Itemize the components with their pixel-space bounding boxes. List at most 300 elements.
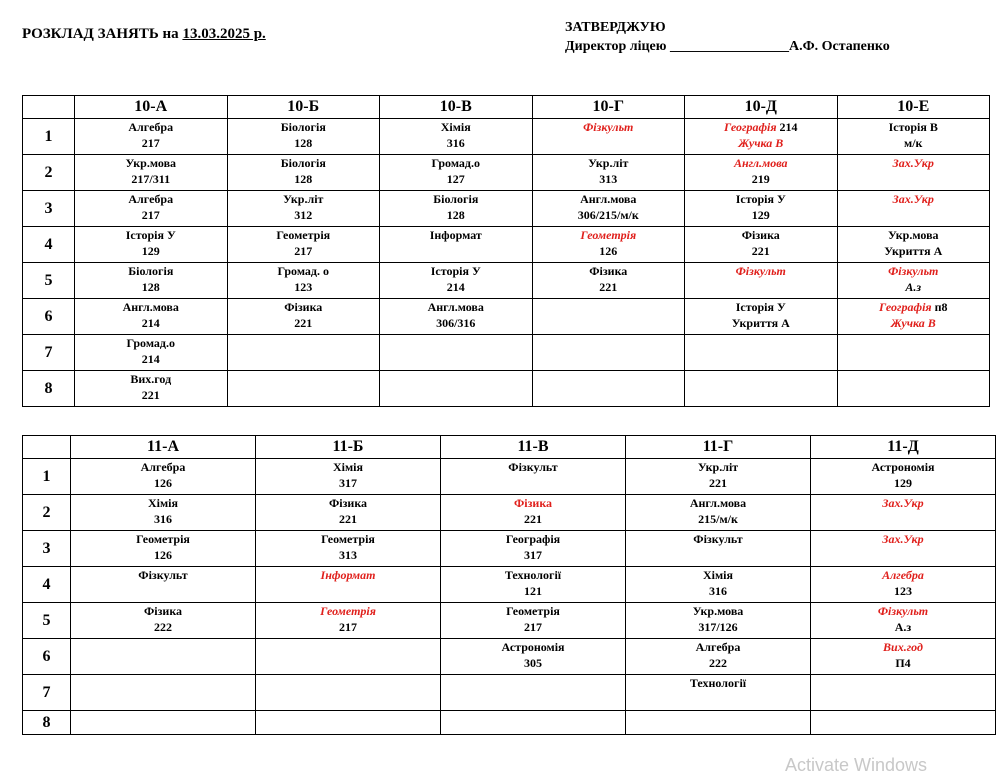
subject-line (75, 155, 227, 171)
lesson-number: 2 (23, 155, 75, 191)
cell-text: 221 (141, 388, 160, 402)
lesson-cell (227, 155, 380, 191)
cell-text: Біологія (280, 120, 326, 134)
cell-text: Алгебра (128, 192, 174, 206)
cell-text: Історія У (735, 192, 786, 206)
cell-text: Вих.год (883, 640, 923, 654)
table-row (23, 191, 990, 227)
cell-text: Англ.мова (689, 496, 747, 510)
room-line (228, 171, 380, 187)
lesson-cell (227, 227, 380, 263)
lesson-cell (685, 155, 838, 191)
lesson-cell (441, 675, 626, 711)
cell-text: Географія (723, 120, 777, 134)
lesson-cell (71, 531, 256, 567)
lesson-cell (811, 459, 996, 495)
lesson-number: 8 (23, 711, 71, 735)
lesson-cell (71, 567, 256, 603)
lesson-cell (71, 459, 256, 495)
cell-text: 217 (524, 620, 542, 634)
room-line (75, 135, 227, 151)
lesson-cell (626, 639, 811, 675)
class-header: 11-Б (256, 436, 441, 459)
lesson-cell (837, 155, 990, 191)
lesson-cell (75, 335, 228, 371)
cell-text: Геометрія (580, 228, 637, 242)
lesson-cell (532, 227, 685, 263)
lesson-cell (256, 459, 441, 495)
subject-line (441, 495, 625, 511)
cell-text: 121 (524, 584, 542, 598)
room-line (626, 655, 810, 671)
room-line (685, 243, 837, 259)
cell-text: 126 (154, 476, 172, 490)
cell-text: Історія У (430, 264, 481, 278)
table-header-row (23, 96, 990, 119)
room-line (256, 619, 440, 635)
subject-line (380, 263, 532, 279)
lesson-cell (811, 495, 996, 531)
cell-text: Зах.Укр (892, 192, 934, 206)
table-row (23, 263, 990, 299)
room-line (228, 279, 380, 295)
cell-text: 221 (599, 280, 618, 294)
cell-text: Фізика (328, 496, 368, 510)
cell-text: 316 (154, 512, 172, 526)
lesson-cell (380, 371, 533, 407)
subject-line (228, 191, 380, 207)
class-header: 10-В (380, 96, 533, 119)
subject-line (71, 603, 255, 619)
lesson-cell (532, 155, 685, 191)
room-line (811, 475, 995, 491)
room-line (838, 243, 990, 259)
lesson-cell (532, 335, 685, 371)
cell-text: Фізкульт (877, 604, 929, 618)
cell-text: А.з (894, 620, 912, 634)
cell-text: Історія В (888, 120, 938, 134)
room-line (75, 279, 227, 295)
cell-text: Геометрія (136, 532, 190, 546)
cell-text: 123 (294, 280, 313, 294)
subject-line (811, 495, 995, 511)
lesson-cell (256, 711, 441, 735)
cell-text: 313 (599, 172, 618, 186)
cell-text: Алгебра (882, 568, 924, 582)
cell-text: 128 (294, 172, 313, 186)
table-row (23, 371, 990, 407)
cell-text: Фізкульт (138, 568, 188, 582)
table-row (23, 119, 990, 155)
lesson-cell (75, 191, 228, 227)
subject-line (441, 639, 625, 655)
room-line (228, 315, 380, 331)
room-line (380, 135, 532, 151)
lesson-cell (685, 263, 838, 299)
subject-line (838, 155, 990, 171)
lesson-number: 7 (23, 675, 71, 711)
subject-line (441, 459, 625, 475)
room-line (685, 207, 837, 223)
cell-text: Укр.літ (697, 460, 739, 474)
cell-text: 217 (141, 208, 160, 222)
lesson-cell (837, 263, 990, 299)
class-header: 10-Г (532, 96, 685, 119)
cell-text: 317/126 (698, 620, 738, 634)
room-line (256, 547, 440, 563)
lesson-number: 7 (23, 335, 75, 371)
subject-line (75, 227, 227, 243)
subject-line (71, 531, 255, 547)
cell-text: 128 (294, 136, 313, 150)
lesson-cell (441, 603, 626, 639)
lesson-cell (75, 371, 228, 407)
room-line (811, 583, 995, 599)
subject-line (71, 567, 255, 583)
cell-text: Історія У (735, 300, 786, 314)
class-header: 11-В (441, 436, 626, 459)
cell-text: 221 (524, 512, 542, 526)
cell-text: 217 (141, 136, 160, 150)
cell-text: Інформат (429, 228, 482, 242)
cell-text: 123 (894, 584, 912, 598)
subject-line (380, 299, 532, 315)
lesson-cell (75, 263, 228, 299)
lesson-cell (811, 675, 996, 711)
subject-line (228, 227, 380, 243)
cell-text: 221 (709, 476, 727, 490)
lesson-cell (75, 227, 228, 263)
cell-text: 126 (154, 548, 172, 562)
cell-text: Англ.мова (733, 156, 788, 170)
cell-text: 129 (894, 476, 912, 490)
cell-text: Фізкульт (583, 120, 634, 134)
schedule-title (22, 26, 266, 43)
table-row (23, 531, 996, 567)
table-row (23, 567, 996, 603)
subject-line (838, 227, 990, 243)
lesson-number: 3 (23, 191, 75, 227)
lesson-cell (532, 191, 685, 227)
cell-text: А.з (905, 280, 922, 294)
cell-text: Фізика (284, 300, 323, 314)
lesson-cell (227, 299, 380, 335)
cell-text: Зах.Укр (892, 156, 934, 170)
cell-text: Фізкульт (508, 460, 558, 474)
room-line (228, 207, 380, 223)
room-line (626, 619, 810, 635)
lesson-cell (380, 191, 533, 227)
room-line (71, 619, 255, 635)
class-header: 11-А (71, 436, 256, 459)
room-line (533, 207, 685, 223)
subject-line (626, 567, 810, 583)
lesson-cell (532, 371, 685, 407)
table-row (23, 459, 996, 495)
subject-line (626, 495, 810, 511)
room-line (71, 511, 255, 527)
subject-line (441, 531, 625, 547)
cell-text: Зах.Укр (882, 532, 924, 546)
cell-text: Геометрія (320, 604, 376, 618)
cell-text: 126 (599, 244, 618, 258)
cell-text: 316 (709, 584, 727, 598)
cell-text: Геометрія (506, 604, 560, 618)
cell-text: 222 (709, 656, 727, 670)
lesson-cell (685, 191, 838, 227)
cell-text: Історія У (125, 228, 176, 242)
room-line (441, 655, 625, 671)
lesson-cell (532, 299, 685, 335)
lesson-cell (626, 675, 811, 711)
cell-text: 306/215/м/к (577, 208, 639, 222)
lesson-cell (837, 299, 990, 335)
lesson-cell (811, 567, 996, 603)
room-line (441, 583, 625, 599)
cell-text: 312 (294, 208, 313, 222)
room-line (685, 171, 837, 187)
room-line (626, 475, 810, 491)
lesson-number: 3 (23, 531, 71, 567)
lesson-cell (75, 299, 228, 335)
lesson-cell (380, 335, 533, 371)
table-row (23, 155, 990, 191)
class-header: 10-Е (837, 96, 990, 119)
room-line (838, 315, 990, 331)
room-line (75, 243, 227, 259)
lesson-cell (811, 639, 996, 675)
subject-line (228, 263, 380, 279)
subject-line (838, 263, 990, 279)
table-row (23, 639, 996, 675)
room-line (380, 207, 532, 223)
table-row (23, 335, 990, 371)
subject-line (441, 603, 625, 619)
subject-line (75, 371, 227, 387)
cell-text: 129 (751, 208, 770, 222)
cell-extra-text: 214 (776, 120, 798, 134)
lesson-cell (71, 675, 256, 711)
subject-line (685, 119, 837, 135)
cell-text: Зах.Укр (882, 496, 924, 510)
cell-text: Біологія (433, 192, 479, 206)
cell-text: 128 (446, 208, 465, 222)
schedule-table-grade-10 (22, 95, 990, 407)
lesson-number: 6 (23, 639, 71, 675)
subject-line (380, 191, 532, 207)
subject-line (685, 191, 837, 207)
subject-line (71, 459, 255, 475)
room-line (685, 315, 837, 331)
lesson-cell (441, 531, 626, 567)
lesson-cell (227, 119, 380, 155)
class-header: 11-Д (811, 436, 996, 459)
subject-line (626, 531, 810, 547)
cell-text: Вих.год (130, 372, 172, 386)
lesson-cell (685, 119, 838, 155)
lesson-cell (685, 227, 838, 263)
subject-line (626, 639, 810, 655)
lesson-cell (71, 711, 256, 735)
subject-line (838, 119, 990, 135)
cell-text: Громад.о (126, 336, 175, 350)
class-header: 11-Г (626, 436, 811, 459)
lesson-cell (441, 711, 626, 735)
cell-text: Громад. о (277, 264, 329, 278)
subject-line (75, 335, 227, 351)
lesson-cell (380, 155, 533, 191)
lesson-cell (837, 335, 990, 371)
lesson-cell (256, 495, 441, 531)
lesson-cell (71, 495, 256, 531)
cell-text: 129 (141, 244, 160, 258)
lesson-cell (811, 531, 996, 567)
cell-text: Укриття А (731, 316, 790, 330)
cell-text: 221 (339, 512, 357, 526)
table-header-row (23, 436, 996, 459)
cell-text: Астрономія (871, 460, 935, 474)
lesson-cell (685, 335, 838, 371)
cell-text: 217 (339, 620, 357, 634)
subject-line (75, 119, 227, 135)
lesson-cell (626, 711, 811, 735)
subject-line (256, 459, 440, 475)
cell-text: 214 (141, 316, 160, 330)
lesson-cell (626, 459, 811, 495)
lesson-cell (837, 371, 990, 407)
subject-line (685, 155, 837, 171)
lesson-cell (811, 603, 996, 639)
room-line (71, 475, 255, 491)
room-line (441, 511, 625, 527)
cell-text: Громад.о (431, 156, 480, 170)
activation-watermark: Activate Windows (785, 755, 928, 775)
subject-line (533, 227, 685, 243)
cell-text: 221 (294, 316, 313, 330)
lesson-cell (256, 675, 441, 711)
cell-text: Технології (504, 568, 562, 582)
lesson-cell (256, 603, 441, 639)
room-line (533, 243, 685, 259)
table-row (23, 711, 996, 735)
lesson-cell (837, 119, 990, 155)
subject-line (256, 603, 440, 619)
lesson-cell (227, 335, 380, 371)
lesson-cell (441, 495, 626, 531)
class-header: 10-Б (227, 96, 380, 119)
subject-line (75, 191, 227, 207)
approval-block (565, 18, 890, 56)
cell-text: Укр.мова (887, 228, 939, 242)
cell-text: Укр.літ (283, 192, 324, 206)
lesson-cell (380, 299, 533, 335)
room-line (380, 279, 532, 295)
cell-extra-text: п8 (931, 300, 948, 314)
table-row (23, 299, 990, 335)
cell-text: Алгебра (128, 120, 174, 134)
lesson-cell (380, 119, 533, 155)
corner-cell (23, 436, 71, 459)
subject-line (811, 459, 995, 475)
table-row (23, 495, 996, 531)
lesson-cell (441, 567, 626, 603)
cell-text: 305 (524, 656, 542, 670)
cell-text: Фізкульт (693, 532, 743, 546)
lesson-cell (811, 711, 996, 735)
subject-line (75, 263, 227, 279)
lesson-cell (837, 191, 990, 227)
corner-cell (23, 96, 75, 119)
lesson-cell (626, 603, 811, 639)
table-row (23, 603, 996, 639)
subject-line (228, 155, 380, 171)
subject-line (626, 459, 810, 475)
room-line (838, 279, 990, 295)
room-line (685, 135, 837, 151)
subject-line (533, 155, 685, 171)
cell-text: Біологія (128, 264, 174, 278)
subject-line (811, 531, 995, 547)
cell-text: 127 (446, 172, 465, 186)
lesson-number: 2 (23, 495, 71, 531)
room-line (228, 135, 380, 151)
cell-text: Інформат (320, 568, 376, 582)
subject-line (533, 119, 685, 135)
cell-text: 214 (446, 280, 465, 294)
cell-text: Алгебра (695, 640, 741, 654)
cell-text: Фізика (589, 264, 628, 278)
lesson-number: 5 (23, 603, 71, 639)
lesson-cell (75, 119, 228, 155)
room-line (533, 171, 685, 187)
lesson-number: 1 (23, 119, 75, 155)
cell-text: Геометрія (276, 228, 331, 242)
lesson-cell (626, 531, 811, 567)
table-row (23, 675, 996, 711)
room-line (441, 547, 625, 563)
lesson-cell (227, 191, 380, 227)
cell-text: Географія (505, 532, 561, 546)
lesson-cell (380, 263, 533, 299)
lesson-cell (256, 567, 441, 603)
room-line (228, 243, 380, 259)
lesson-cell (626, 495, 811, 531)
cell-text: 215/м/к (698, 512, 738, 526)
cell-text: Хімія (148, 496, 178, 510)
room-line (811, 619, 995, 635)
lesson-cell (256, 531, 441, 567)
class-header: 10-Д (685, 96, 838, 119)
cell-text: Англ.мова (427, 300, 484, 314)
approval-signature-line: Директор ліцею _________________А.Ф. Остапенко (565, 39, 890, 54)
subject-line (811, 567, 995, 583)
cell-text: 217 (294, 244, 313, 258)
subject-line (256, 495, 440, 511)
lesson-cell (227, 263, 380, 299)
room-line (533, 279, 685, 295)
approval-heading: ЗАТВЕРДЖУЮ (565, 20, 666, 35)
lesson-cell (227, 371, 380, 407)
subject-line (75, 299, 227, 315)
cell-text: Алгебра (140, 460, 186, 474)
subject-line (626, 603, 810, 619)
room-line (75, 207, 227, 223)
subject-line (811, 639, 995, 655)
cell-text: Фізика (143, 604, 183, 618)
lesson-cell (380, 227, 533, 263)
subject-line (71, 495, 255, 511)
cell-text: Англ.мова (580, 192, 637, 206)
